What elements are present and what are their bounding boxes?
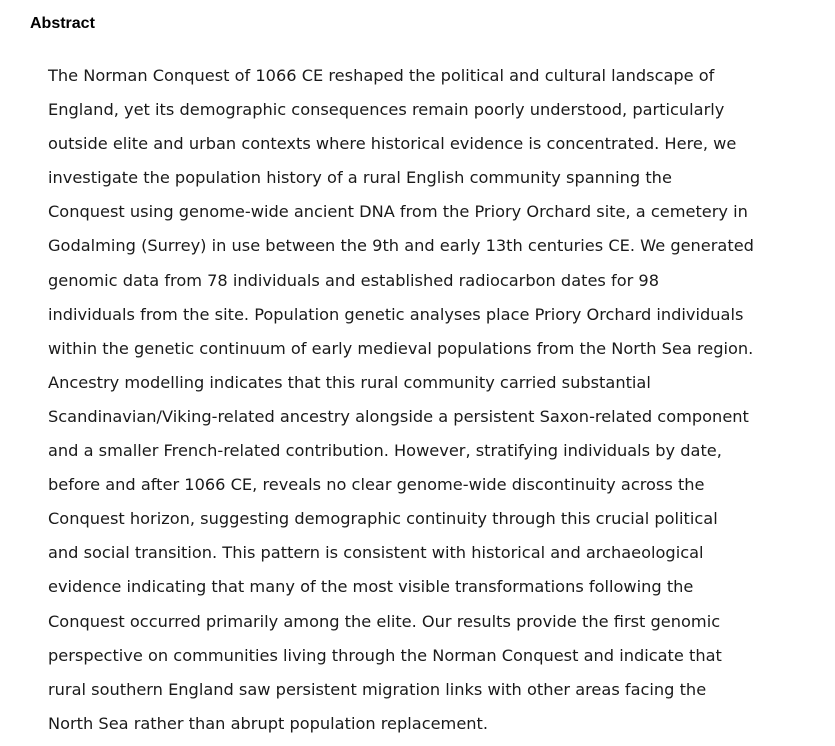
abstract-paragraph bbox=[48, 59, 830, 741]
abstract-line: and a smaller French-related contribution. However, stratifying individuals by date, bbox=[48, 441, 722, 461]
abstract-line: within the genetic continuum of early medieval populations from the North Sea region. bbox=[48, 338, 754, 358]
abstract-line: before and after 1066 CE, reveals no clear genome-wide discontinuity across the bbox=[48, 475, 705, 495]
abstract-line: Scandinavian/Viking-related ancestry alongside a persistent Saxon-related component bbox=[48, 406, 749, 426]
abstract-line: and social transition. This pattern is consistent with historical and archaeological bbox=[48, 543, 704, 563]
abstract-line: The Norman Conquest of 1066 CE reshaped the political and cultural landscape of bbox=[48, 66, 715, 85]
abstract-line: investigate the population history of a rural English community spanning the bbox=[48, 168, 672, 188]
abstract-line: outside elite and urban contexts where historical evidence is concentrated. Here, we bbox=[48, 134, 737, 154]
abstract-heading: Abstract bbox=[30, 15, 95, 32]
abstract-line: evidence indicating that many of the most visible transformations following the bbox=[48, 577, 694, 597]
abstract-line: Conquest horizon, suggesting demographic continuity through this crucial political bbox=[48, 509, 718, 529]
abstract-line: rural southern England saw persistent migration links with other areas facing the bbox=[48, 679, 707, 699]
abstract-line: England, yet its demographic consequences remain poorly understood, particularly bbox=[48, 100, 725, 120]
abstract-line: Conquest occurred primarily among the elite. Our results provide the first genomic bbox=[48, 611, 721, 631]
abstract-line: individuals from the site. Population genetic analyses place Priory Orchard individuals bbox=[48, 304, 744, 324]
abstract-line: genomic data from 78 individuals and established radiocarbon dates for 98 bbox=[48, 270, 660, 290]
abstract-line: perspective on communities living through the Norman Conquest and indicate that bbox=[48, 645, 722, 665]
abstract-line: Ancestry modelling indicates that this rural community carried substantial bbox=[48, 372, 651, 392]
abstract-line: Godalming (Surrey) in use between the 9th and early 13th centuries CE. We generated bbox=[48, 236, 754, 256]
abstract-line: Conquest using genome-wide ancient DNA from the Priory Orchard site, a cemetery in bbox=[48, 202, 748, 222]
abstract-line: North Sea rather than abrupt population replacement. bbox=[48, 713, 489, 733]
